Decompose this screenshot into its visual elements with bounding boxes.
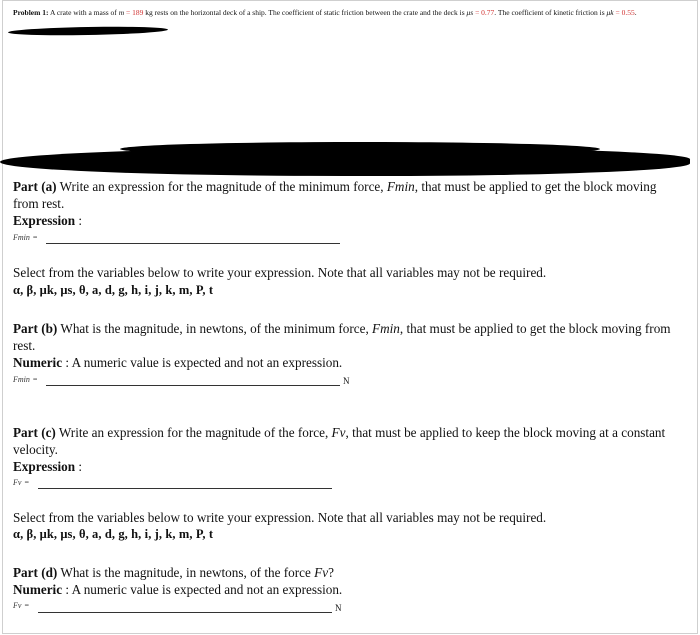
part-c-text-end: , that must be applied to keep the block moving at a constant velocity. [13,425,666,457]
part-b-eq-symbol: Fmin [13,375,30,384]
mu-s-value: 0.77 [481,8,495,17]
part-b-type-text: : A numeric value is expected and not an expression. [62,355,343,370]
part-d-eq-sign: = [24,601,29,610]
part-d-var: Fv [314,565,329,580]
problem-statement [13,7,653,18]
part-a-label: Part (a) [13,179,57,194]
part-b [13,320,685,354]
part-a [13,178,685,212]
part-b-unit: N [343,376,350,386]
redaction-mark-middle-2 [120,142,600,156]
part-d-type-text: : A numeric value is expected and not an expression. [62,582,343,597]
part-d-type-label: Numeric [13,582,63,597]
part-b-text: What is the magnitude, in newtons, of the minimum force, [60,321,369,336]
part-b-answer-input[interactable] [46,385,340,386]
part-c-text: Write an expression for the magnitude of the force, [58,425,329,440]
mu-k-eq: = [613,8,622,17]
mass-symbol: m [118,8,125,17]
problem-text-4: . [634,8,637,17]
part-b-text-end: , that must be applied to get the block moving from rest. [13,321,671,353]
part-c-label: Part (c) [13,425,56,440]
part-c-type-label: Expression [13,459,76,474]
part-a-text: Write an expression for the magnitude of the minimum force, [59,179,384,194]
part-c [13,424,685,458]
part-c-type-colon: : [75,459,83,474]
mass-value: 189 [132,8,144,17]
part-d-eq-symbol: Fv [13,601,22,610]
part-c-eq-symbol: Fv [13,478,22,487]
part-d [13,564,685,581]
part-b-equation [13,375,37,384]
part-a-type [13,212,685,229]
part-d-text: What is the magnitude, in newtons, of the force [60,565,311,580]
part-d-type [13,581,685,598]
part-a-var: Fmin [386,179,415,194]
part-b-type-label: Numeric [13,355,63,370]
part-a-answer-input[interactable] [46,243,340,244]
mass-eq: = [124,8,133,17]
mu-s-eq: = [473,8,482,17]
mu-k-symbol: μk [606,8,614,17]
part-d-unit: N [335,603,342,613]
part-c-answer-input[interactable] [38,488,332,489]
part-c-var: Fv [331,425,346,440]
mu-s-symbol: μs [466,8,474,17]
part-a-text-end: , that must be applied to get the block moving from rest. [13,179,657,211]
part-c-type [13,458,685,475]
part-d-equation [13,601,29,610]
select-2-vars: α, β, μk, μs, θ, a, d, g, h, i, j, k, m, P, t [13,527,214,541]
part-a-type-label: Expression [13,213,76,228]
mu-k-value: 0.55 [621,8,635,17]
part-b-var: Fmin [372,321,400,336]
part-c-equation [13,478,29,487]
part-b-label: Part (b) [13,321,58,336]
select-1-vars: α, β, μk, μs, θ, a, d, g, h, i, j, k, m, P, t [13,283,214,297]
select-1-text: Select from the variables below to write your expression. Note that all variables may not be required. [13,265,547,280]
part-b-eq-sign: = [32,375,38,384]
part-c-eq-sign: = [24,478,29,487]
select-2-text: Select from the variables below to write your expression. Note that all variables may not be required. [13,510,547,525]
part-a-eq-sign: = [32,233,38,242]
part-a-equation [13,233,37,242]
problem-label: Problem 1: [13,8,49,17]
part-a-type-colon: : [75,213,83,228]
part-b-type [13,354,685,371]
problem-text-2: kg rests on the horizontal deck of a ship. The coefficient of static friction between the crate and the deck is [145,8,465,17]
part-d-answer-input[interactable] [38,612,332,613]
problem-text-3: . The coefficient of kinetic friction is [494,8,605,17]
problem-text-1: A crate with a mass of [49,8,117,17]
part-a-eq-symbol: Fmin [13,233,30,242]
part-d-label: Part (d) [13,565,58,580]
part-d-text-end: ? [328,565,334,580]
